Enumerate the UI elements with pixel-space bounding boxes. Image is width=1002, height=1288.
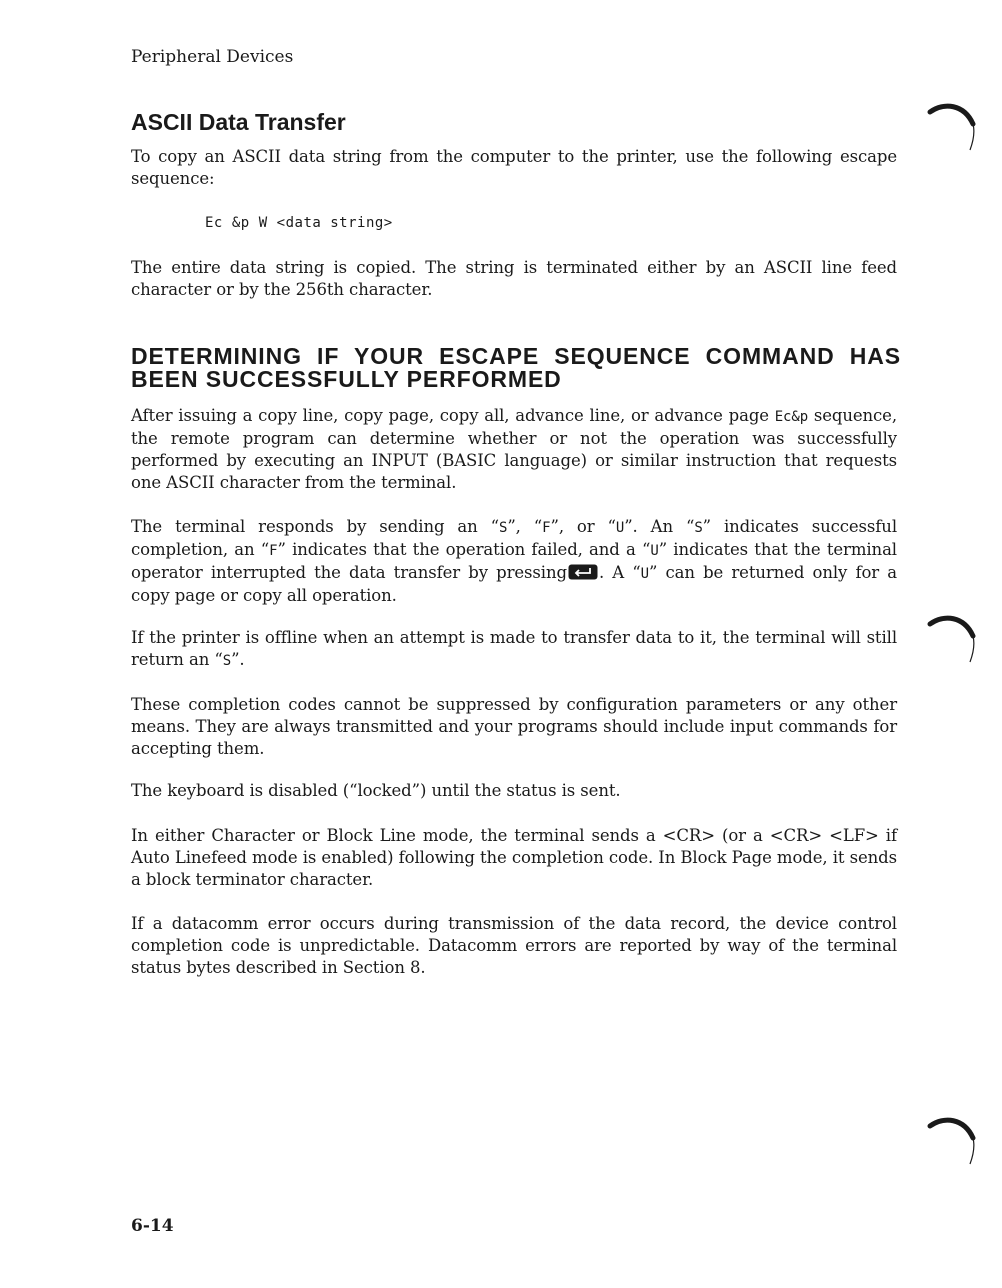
code-token-data-string: <data string> bbox=[276, 215, 393, 231]
paragraph-determining-6: In either Character or Block Line mode, the terminal sends a <CR> (or a <CR> <LF> if Auto Linefeed mode is enabled) following the completion code. In Block Page mode, it sends a block terminator character. bbox=[131, 826, 897, 889]
paragraph-ascii-intro: To copy an ASCII data string from the computer to the printer, use the following escape sequence: bbox=[131, 147, 897, 188]
heading-line-2: BEEN SUCCESSFULLY PERFORMED bbox=[131, 366, 562, 392]
paragraph-ascii-body: The entire data string is copied. The string is terminated either by an ASCII line feed character or by the 256th character. bbox=[131, 258, 897, 299]
binder-tab-mark-icon bbox=[926, 1112, 976, 1172]
running-head: Peripheral Devices bbox=[131, 47, 294, 67]
paragraph-determining-3: If the printer is offline when an attempt is made to transfer data to it, the terminal will still return an “S”. bbox=[131, 628, 897, 669]
paragraph-determining-2: The terminal responds by sending an “S”, “F”, or “U”. An “S” indicates successful completion, an “F” indicates that the operation failed, and a “U” indicates that the terminal operator interrupted the data transfer by pressing . A “U” can be returned only for a copy page or copy all operation. bbox=[131, 517, 898, 605]
paragraph-determining-5: The keyboard is disabled (“locked”) until the status is sent. bbox=[131, 781, 621, 800]
binder-tab-mark-icon bbox=[926, 610, 976, 670]
code-token-ap: &p bbox=[231, 215, 250, 231]
return-key-icon bbox=[568, 564, 598, 580]
section-heading-ascii-data-transfer: ASCII Data Transfer bbox=[131, 109, 346, 135]
paragraph-determining-7: If a datacomm error occurs during transmission of the data record, the device control completion code is unpredictable. Datacomm errors are reported by way of the terminal status bytes described in Section 8. bbox=[131, 914, 897, 977]
binder-tab-mark-icon bbox=[926, 98, 976, 158]
page-number: 6-14 bbox=[131, 1216, 174, 1236]
escape-sequence-example bbox=[205, 213, 402, 233]
section-heading-determining bbox=[131, 345, 901, 391]
paragraph-determining-1: After issuing a copy line, copy page, copy all, advance line, or advance page Ec&p sequence, the remote program can determine whether or not the operation was successfully performed by executing an INPUT (BASIC language) or similar instruction that requests one ASCII character from the terminal. bbox=[131, 406, 897, 492]
paragraph-determining-4: These completion codes cannot be suppressed by configuration parameters or any other means. They are always transmitted and your programs should include input commands for accepting them. bbox=[131, 695, 897, 758]
code-token-ec: Ec bbox=[205, 215, 223, 231]
inline-code-ecap: Ec&p bbox=[774, 409, 809, 425]
code-token-w: W bbox=[258, 215, 268, 231]
heading-line-1: DETERMINING IF YOUR ESCAPE SEQUENCE COMMAND HAS bbox=[131, 343, 901, 369]
